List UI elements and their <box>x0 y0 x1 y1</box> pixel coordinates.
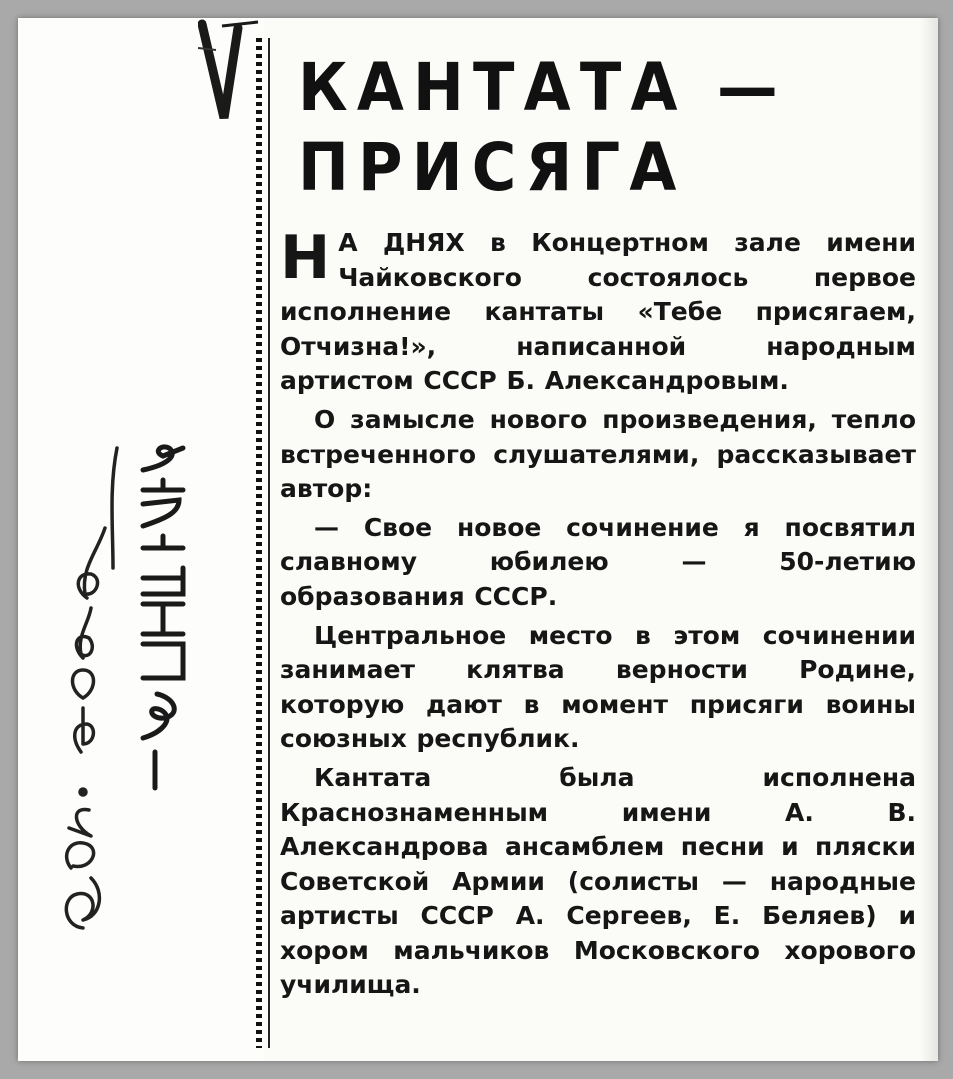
paragraph-5: Кантата была исполнена Краснознаменным имени А. В. Александрова ансамблем песни и пляски Советской Армии (солисты — народные артисты СССР А. Сергеев, Е. Беляев) и хором мальчиков Московского хорового училища. <box>280 762 916 1000</box>
handwritten-annotation <box>43 408 223 948</box>
paragraph-1 <box>280 223 916 399</box>
headline-line-1: КАНТАТА — <box>298 49 787 126</box>
paragraph-4: Центральное место в этом сочинении занимает клятва верности Родине, которую дают в момент присяги воины союзных республик. <box>280 620 916 754</box>
paper-edge <box>920 18 938 1061</box>
paragraph-3: — Свое новое сочинение я посвятил славному юбилею — 50-летию образования СССР. <box>280 512 916 611</box>
column-rule <box>268 38 270 1048</box>
column-rule-dashed <box>256 38 262 1048</box>
newspaper-clipping <box>18 18 938 1061</box>
margin-strip <box>18 18 264 1061</box>
paragraph-2: О замысле нового произведения, тепло встреченного слушателями, рассказывает автор: <box>280 404 916 504</box>
article-body <box>280 223 916 1003</box>
article <box>280 48 916 1003</box>
paragraph-1-text: А ДНЯХ в Концертном зале имени Чайковского состоялось первое исполнение кантаты «Тебе присягаем, Отчизна!», написанной народным артистом СССР Б. Александровым. <box>280 228 916 396</box>
headline-line-2: ПРИСЯГА <box>298 129 686 206</box>
drop-cap: Н <box>280 223 331 293</box>
headline <box>298 48 867 208</box>
